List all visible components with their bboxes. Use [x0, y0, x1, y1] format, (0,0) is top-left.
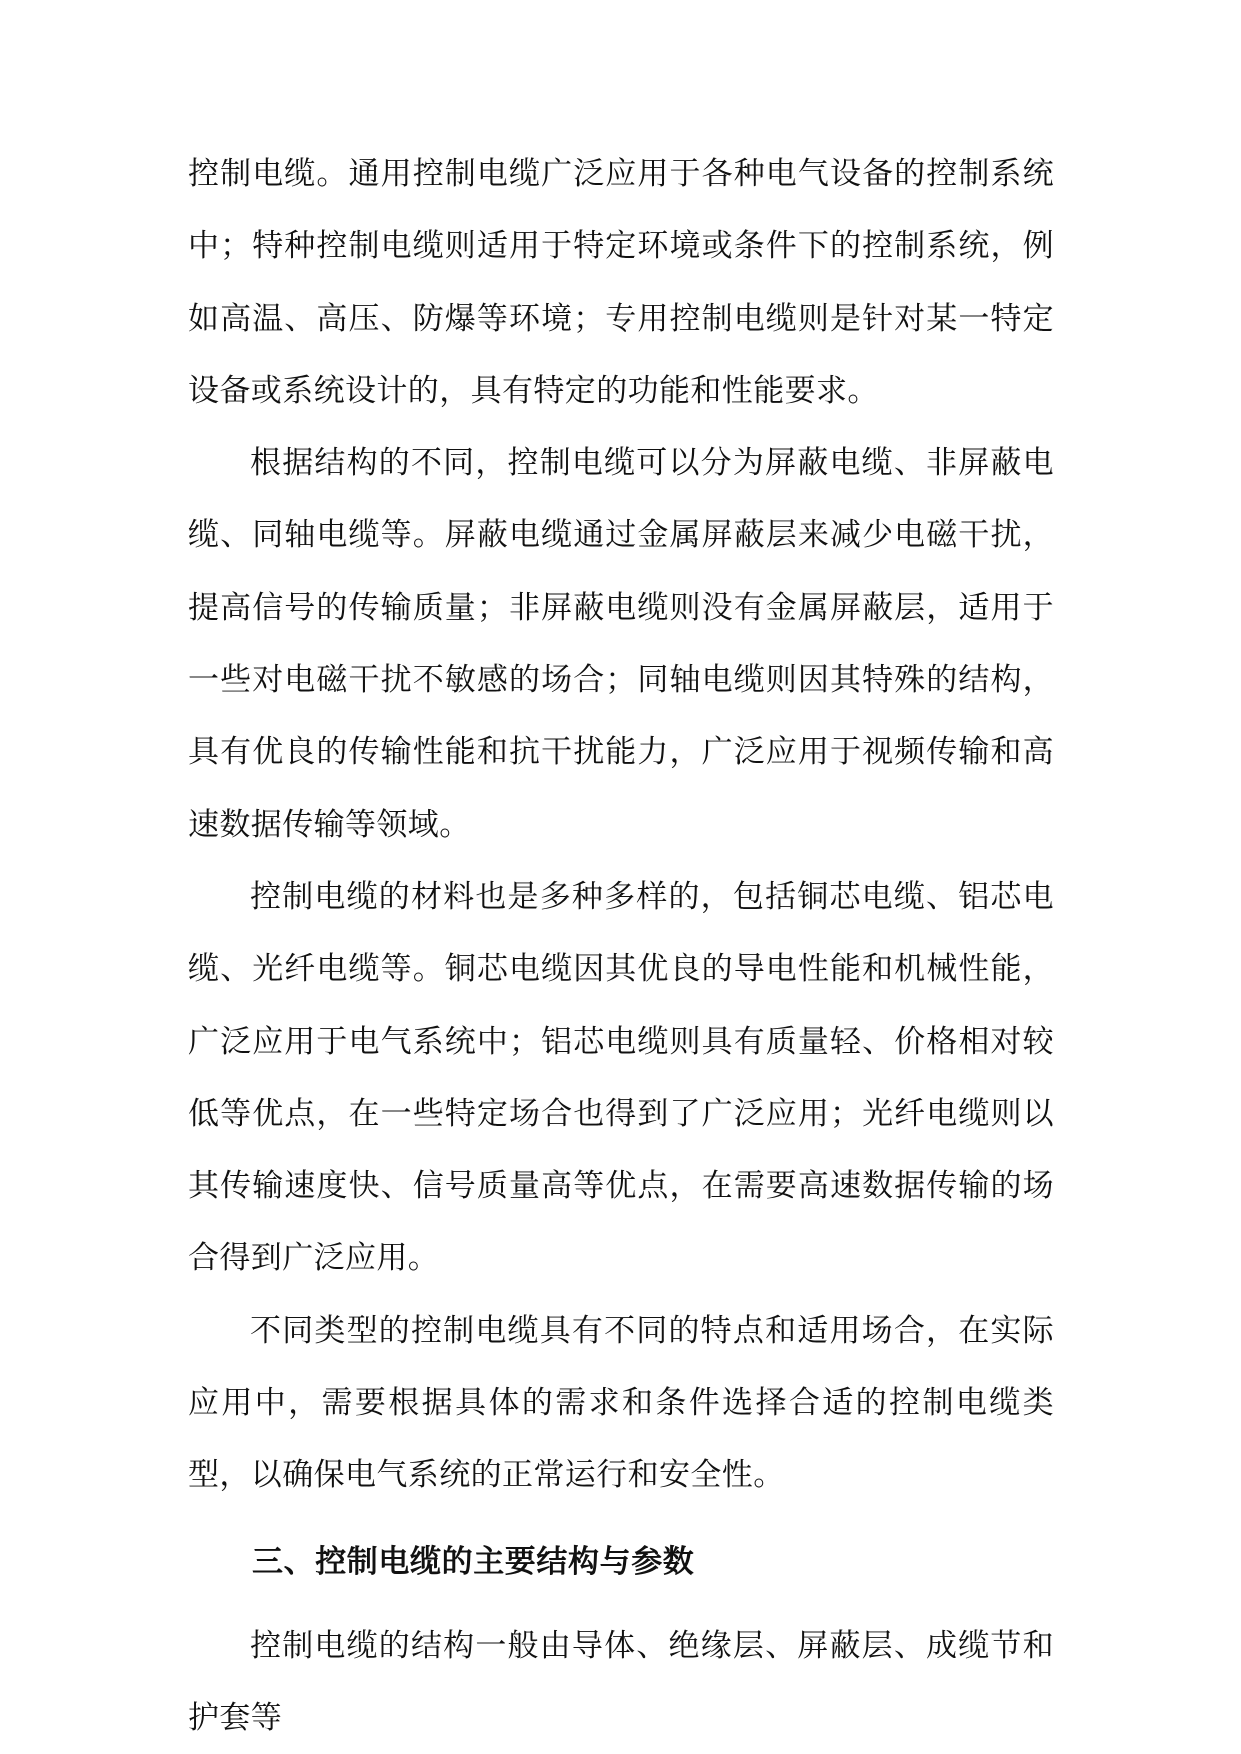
paragraph-summary: 不同类型的控制电缆具有不同的特点和适用场合，在实际应用中，需要根据具体的需求和条件选择合适的控制电缆类型，以确保电气系统的正常运行和安全性。 [188, 1312, 1054, 1494]
paragraph-structure-types: 根据结构的不同，控制电缆可以分为屏蔽电缆、非屏蔽电缆、同轴电缆等。屏蔽电缆通过金属屏蔽层来减少电磁干扰，提高信号的传输质量；非屏蔽电缆则没有金属屏蔽层，适用于一些对电磁干扰不敏感的场合；同轴电缆则因其特殊的结构，具有优良的传输性能和抗干扰能力，广泛应用于视频传输和高速数据传输等领域。 [188, 445, 1054, 843]
paragraph-structure-intro: 控制电缆的结构一般由导体、绝缘层、屏蔽层、成缆节和护套等 [188, 1627, 1054, 1736]
section-heading: 三、控制电缆的主要结构与参数 [252, 1543, 695, 1580]
paragraph-continued: 控制电缆。通用控制电缆广泛应用于各种电气设备的控制系统中；特种控制电缆则适用于特定环境或条件下的控制系统，例如高温、高压、防爆等环境；专用控制电缆则是针对某一特定设备或系统设计的，具有特定的功能和性能要求。 [188, 156, 1054, 409]
document-body [188, 138, 1054, 1754]
paragraph-material-types: 控制电缆的材料也是多种多样的，包括铜芯电缆、铝芯电缆、光纤电缆等。铜芯电缆因其优良的导电性能和机械性能，广泛应用于电气系统中；铝芯电缆则具有质量轻、价格相对较低等优点，在一些特定场合也得到了广泛应用；光纤电缆则以其传输速度快、信号质量高等优点，在需要高速数据传输的场合得到广泛应用。 [188, 878, 1054, 1277]
